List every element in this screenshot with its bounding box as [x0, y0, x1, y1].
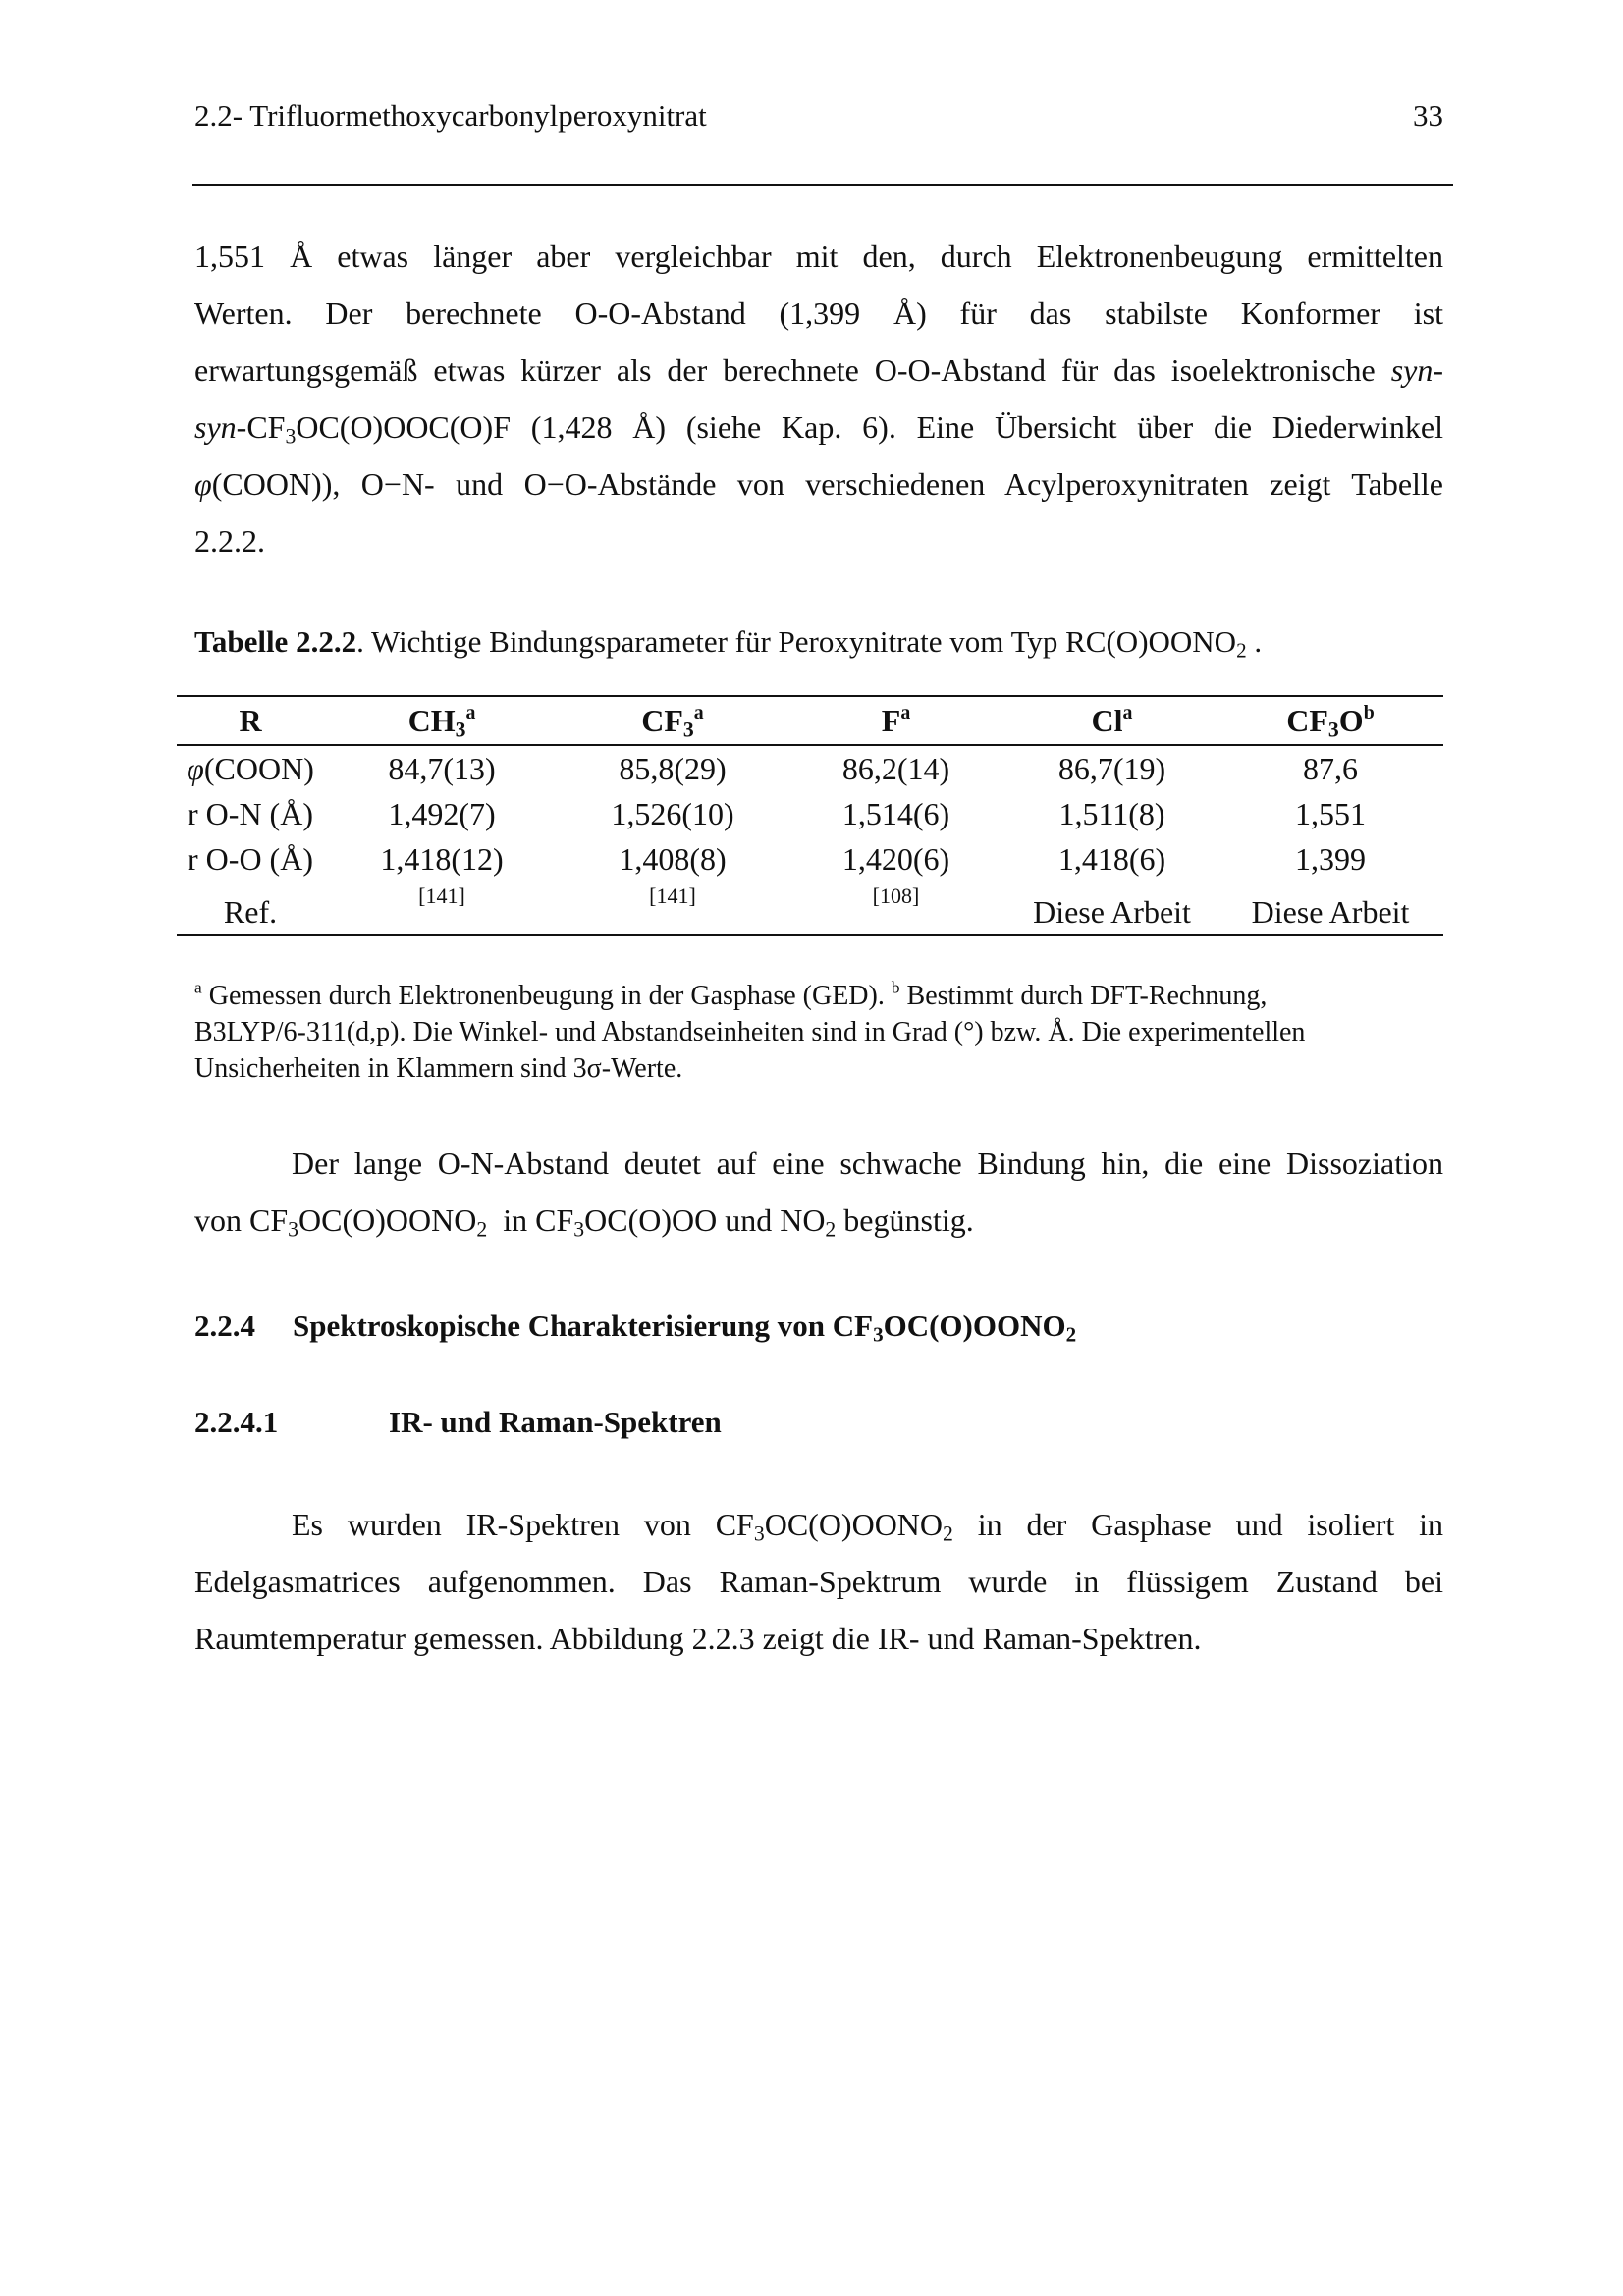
table-header-row [177, 696, 1443, 745]
reference-cell: [141] [649, 883, 696, 908]
table-cell: 86,7(19) [1057, 750, 1166, 786]
table-cell: 1,511(8) [1058, 795, 1165, 831]
paragraph-1-line: erwartungsgemäß etwas kürzer als der berechnete O-O-Abstand für das isoelektronische syn- [194, 352, 1443, 388]
paragraph-1 [194, 228, 1443, 569]
table-row [177, 745, 1443, 791]
reference-cell: Diese Arbeit [1251, 894, 1410, 930]
table-row [177, 836, 1443, 881]
table-cell: 87,6 [1303, 750, 1358, 786]
header-rule [192, 184, 1453, 186]
running-header-title: 2.2- Trifluormethoxycarbonylperoxynitrat [194, 98, 707, 133]
table-cell: 1,399 [1295, 840, 1366, 877]
row-label: r O-N (Å) [188, 795, 313, 831]
paragraph-3: Es wurden IR-Spektren von $CF_3OC(O)OONO_2$ in der Gasphase und isoliert in Edelgasmatrices aufgenommen. Das Raman-Spektrum wurde in flüssigem Zustand bei Raumtemperatur gemessen. Abbildung 2.2.3 zeigt die IR- und Raman-Spektren. [194, 1507, 1443, 1656]
paragraph-1-line: φ(COON)), O−N- und O−O-Abstände von verschiedenen Acylperoxynitraten zeigt Tabelle [194, 466, 1443, 502]
table-cell: 1,418(6) [1057, 840, 1166, 877]
table-cell: 1,420(6) [841, 840, 950, 877]
reference-cell: Diese Arbeit [1033, 894, 1191, 930]
table-cell: 86,2(14) [841, 750, 950, 786]
table-row [177, 791, 1443, 836]
table-cell: 1,526(10) [611, 795, 734, 831]
header-f: $F^a$ [881, 701, 911, 738]
row-label: Ref. [223, 894, 278, 930]
table-footnote: $^a$ Gemessen durch Elektronenbeugung in der Gasphase (GED). $^b$ Bestimmt durch DFT-Rechnung, B3LYP/6-311(d,p). Die Winkel- und Abstandseinheiten sind in Grad (°) bzw. Å. Die experimentellen Unsicherheiten in Klammern sind 3σ-Werte. [194, 978, 1306, 1084]
reference-cell: [108] [872, 883, 920, 908]
table-caption: Tabelle 2.2.2. Wichtige Bindungsparameter für Peroxynitrate vom Typ $RC(O)OONO_2$ . [194, 624, 1263, 663]
paragraph-1-line: syn-$CF_3OC(O)OOC(O)F$ (1,428 Å) (siehe Kap. 6). Eine Übersicht über die Diederwinkel [194, 409, 1443, 449]
header-cf3o: $CF_3O^b$ [1286, 701, 1375, 741]
header-r: R [239, 702, 262, 738]
paragraph-1-line: 1,551 Å etwas länger aber vergleichbar mit den, durch Elektronenbeugung ermittelten [194, 239, 1443, 274]
table-cell: 85,8(29) [619, 750, 727, 786]
bond-parameter-table [177, 695, 1443, 936]
table-row [177, 881, 1443, 935]
section-heading: 2.2.4 Spektroskopische Charakterisierung von $CF_3OC(O)OONO_2$ [194, 1308, 1077, 1347]
header-cl: Cl$^a$ [1091, 701, 1133, 738]
page-number: 33 [1413, 98, 1443, 133]
paragraph-2: Der lange O-N-Abstand deutet auf eine schwache Bindung hin, die eine Dissoziation von $CF_3OC(O)OONO_2$ in $CF_3OC(O)OO$ und $NO_2$ begünstig. [194, 1146, 1443, 1242]
table-cell: 1,514(6) [841, 795, 950, 831]
header-ch3: $CH_3^a$ [407, 701, 476, 741]
table-cell: 1,492(7) [388, 795, 496, 831]
table-cell: 1,418(12) [380, 840, 504, 877]
paragraph-1-line: Werten. Der berechnete O-O-Abstand (1,399 Å) für das stabilste Konformer ist [194, 295, 1443, 331]
row-label: φ(COON) [187, 750, 314, 786]
header-cf3: $CF_3^a$ [641, 701, 704, 741]
table-cell: 1,408(8) [619, 840, 727, 877]
reference-cell: [141] [418, 883, 465, 908]
row-label: r O-O (Å) [188, 840, 313, 877]
subsection-heading: 2.2.4.1 IR- und Raman-Spektren [194, 1405, 722, 1439]
table-cell: 84,7(13) [388, 750, 496, 786]
table-cell: 1,551 [1295, 795, 1366, 831]
paragraph-1-line: 2.2.2. [194, 523, 265, 559]
